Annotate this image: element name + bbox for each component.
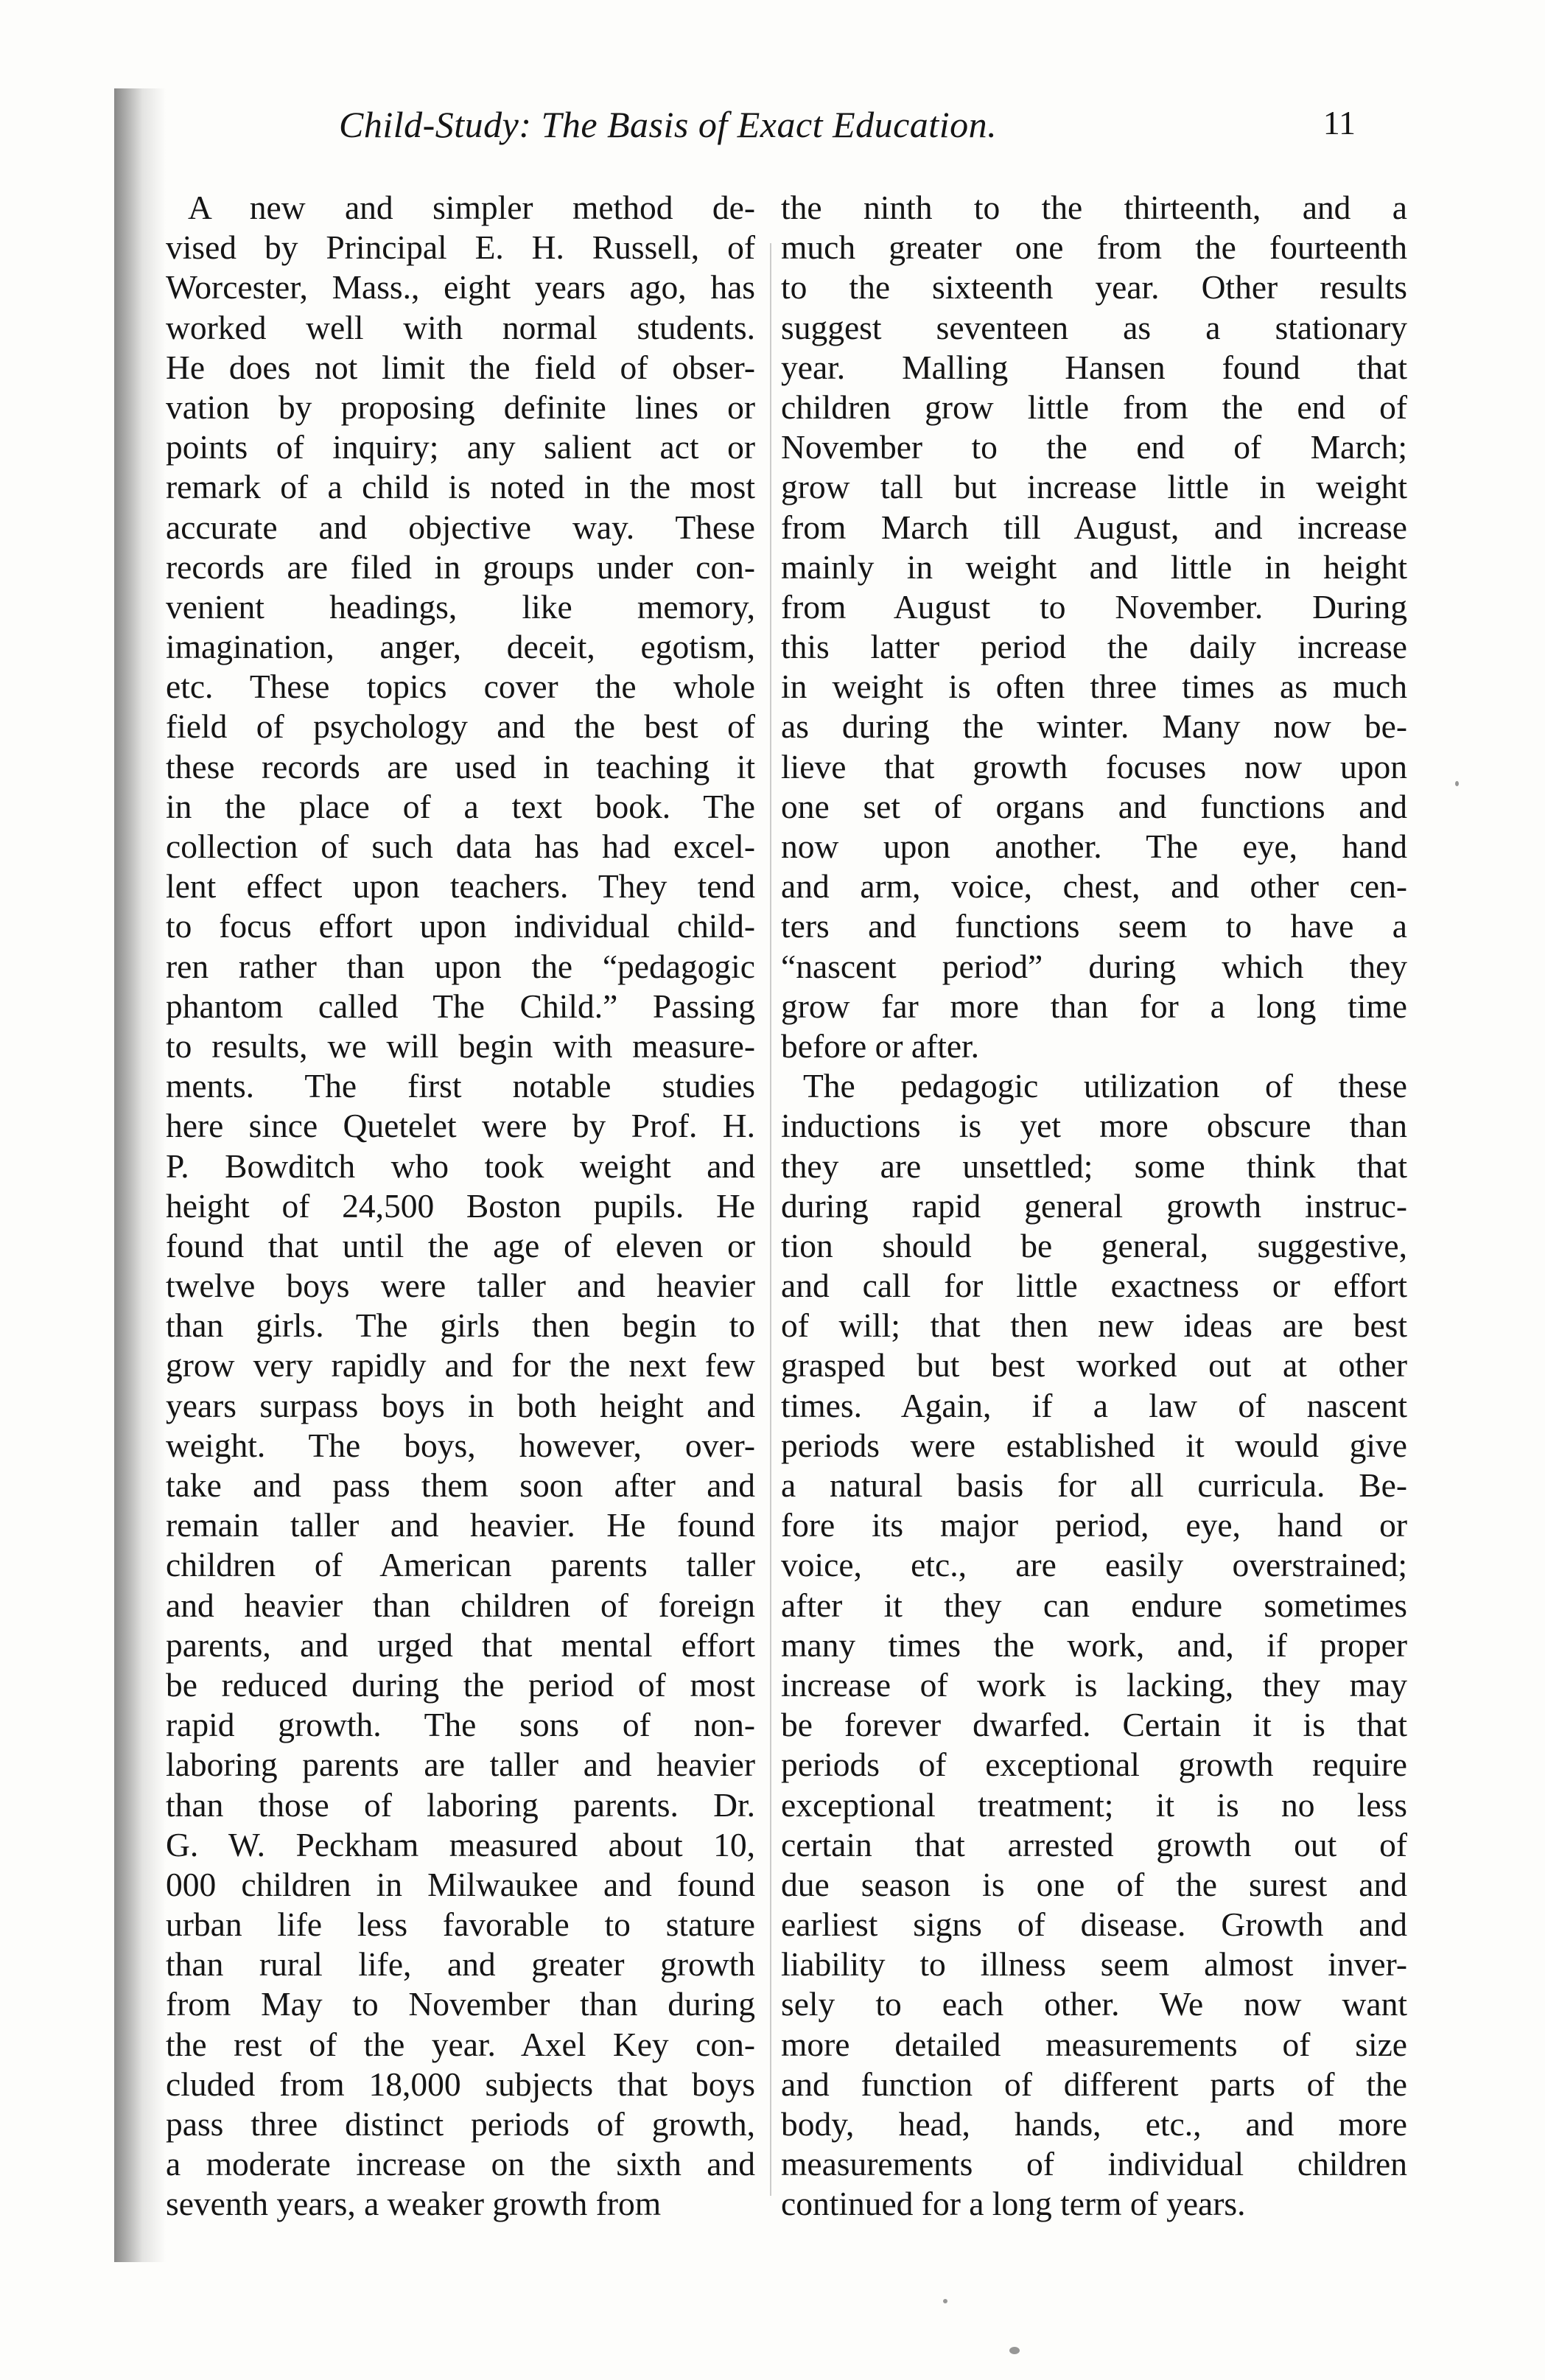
running-title: Child-Study: The Basis of Exact Education. xyxy=(339,104,998,145)
text-line: remain taller and heavier. He found xyxy=(166,1506,755,1544)
text-line: He does not limit the field of obser- xyxy=(166,348,755,386)
text-line: phantom called The Child.” Passing xyxy=(166,987,755,1025)
text-line: this latter period the daily increase xyxy=(781,628,1407,666)
text-line: times. Again, if a law of nascent xyxy=(781,1386,1407,1424)
text-line: these records are used in teaching it xyxy=(166,747,755,785)
text-line: than girls. The girls then begin to xyxy=(166,1306,755,1345)
text-line: years surpass boys in both height and xyxy=(166,1386,755,1424)
text-line: from August to November. During xyxy=(781,587,1407,626)
text-line: accurate and objective way. These xyxy=(166,508,755,546)
text-line: increase of work is lacking, they may xyxy=(781,1665,1407,1704)
text-line: lent effect upon teachers. They tend xyxy=(166,867,755,906)
text-line: to focus effort upon individual child- xyxy=(166,907,755,945)
text-line: after it they can endure sometimes xyxy=(781,1586,1407,1624)
text-line: due season is one of the surest and xyxy=(781,1865,1407,1903)
text-line: tion should be general, suggestive, xyxy=(781,1226,1407,1264)
text-line: “nascent period” during which they xyxy=(781,947,1407,985)
page-header xyxy=(295,103,1356,162)
text-line: a natural basis for all curricula. Be- xyxy=(781,1466,1407,1504)
text-line: much greater one from the fourteenth xyxy=(781,228,1407,267)
text-line: take and pass them soon after and xyxy=(166,1466,755,1504)
text-line: ters and functions seem to have a xyxy=(781,907,1407,945)
text-line: earliest signs of disease. Growth and xyxy=(781,1905,1407,1944)
text-line: November to the end of March; xyxy=(781,428,1407,466)
text-line: be forever dwarfed. Certain it is that xyxy=(781,1706,1407,1744)
text-line: than those of laboring parents. Dr. xyxy=(166,1785,755,1824)
text-line: year. Malling Hansen found that xyxy=(781,348,1407,386)
text-line: points of inquiry; any salient act or xyxy=(166,428,755,466)
text-line: voice, etc., are easily overstrained; xyxy=(781,1546,1407,1584)
text-line: grow far more than for a long time xyxy=(781,987,1407,1025)
text-line: field of psychology and the best of xyxy=(166,707,755,746)
text-line: liability to illness seem almost inver- xyxy=(781,1945,1407,1984)
text-line: records are filed in groups under con- xyxy=(166,547,755,586)
text-line: fore its major period, eye, hand or xyxy=(781,1506,1407,1544)
text-line: weight. The boys, however, over- xyxy=(166,1426,755,1464)
text-line: body, head, hands, etc., and more xyxy=(781,2105,1407,2143)
text-line: a moderate increase on the sixth and xyxy=(166,2145,755,2183)
text-line: A new and simpler method de- xyxy=(188,189,755,226)
text-line: G. W. Peckham measured about 10, xyxy=(166,1825,755,1863)
text-line: grasped but best worked out at other xyxy=(781,1346,1407,1385)
text-line: than rural life, and greater growth xyxy=(166,1945,755,1984)
text-line: to the sixteenth year. Other results xyxy=(781,268,1407,307)
text-line: and arm, voice, chest, and other cen- xyxy=(781,867,1407,906)
text-line: be reduced during the period of most xyxy=(166,1665,755,1704)
text-line: in weight is often three times as much xyxy=(781,668,1407,706)
text-line: they are unsettled; some think that xyxy=(781,1147,1407,1185)
text-line: and call for little exactness or effort xyxy=(781,1267,1407,1305)
text-line: to results, we will begin with measure- xyxy=(166,1026,755,1065)
text-line: continued for a long term of years. xyxy=(781,2185,1246,2223)
text-line: more detailed measurements of size xyxy=(781,2025,1407,2063)
text-line: grow tall but increase little in weight xyxy=(781,468,1407,506)
text-line: exceptional treatment; it is no less xyxy=(781,1785,1407,1824)
text-line: twelve boys were taller and heavier xyxy=(166,1267,755,1305)
text-line: ren rather than upon the “pedagogic xyxy=(166,947,755,985)
text-line: 000 children in Milwaukee and found xyxy=(166,1865,755,1903)
text-line: certain that arrested growth out of xyxy=(781,1825,1407,1863)
text-line: height of 24,500 Boston pupils. He xyxy=(166,1186,755,1225)
text-line: during rapid general growth instruc- xyxy=(781,1186,1407,1225)
text-line: inductions is yet more obscure than xyxy=(781,1107,1407,1145)
page-number: 11 xyxy=(1322,104,1356,141)
text-line: in the place of a text book. The xyxy=(166,787,755,825)
text-line: etc. These topics cover the whole xyxy=(166,668,755,706)
column-divider xyxy=(770,243,771,2196)
text-line: seventh years, a weaker growth from xyxy=(166,2185,662,2223)
print-speck xyxy=(943,2299,947,2303)
text-line: pass three distinct periods of growth, xyxy=(166,2105,755,2143)
text-line: P. Bowditch who took weight and xyxy=(166,1147,755,1185)
text-line: laboring parents are taller and heavier xyxy=(166,1746,755,1784)
text-line: now upon another. The eye, hand xyxy=(781,827,1407,865)
text-line: children grow little from the end of xyxy=(781,388,1407,426)
text-line: cluded from 18,000 subjects that boys xyxy=(166,2065,755,2103)
text-line: rapid growth. The sons of non- xyxy=(166,1706,755,1744)
text-line: found that until the age of eleven or xyxy=(166,1226,755,1264)
text-line: before or after. xyxy=(781,1026,980,1065)
text-line: periods of exceptional growth require xyxy=(781,1746,1407,1784)
text-line: the ninth to the thirteenth, and a xyxy=(781,189,1407,226)
text-line: urban life less favorable to stature xyxy=(166,1905,755,1944)
text-line: one set of organs and functions and xyxy=(781,787,1407,825)
text-line: and heavier than children of foreign xyxy=(166,1586,755,1624)
text-line: and function of different parts of the xyxy=(781,2065,1407,2103)
print-speck xyxy=(1455,781,1459,786)
text-line: Worcester, Mass., eight years ago, has xyxy=(166,268,755,307)
print-speck xyxy=(1009,2347,1020,2354)
text-line: here since Quetelet were by Prof. H. xyxy=(166,1107,755,1145)
text-line: mainly in weight and little in height xyxy=(781,547,1407,586)
text-line: lieve that growth focuses now upon xyxy=(781,747,1407,785)
left-text-column xyxy=(166,188,755,2225)
text-line: from May to November than during xyxy=(166,1985,755,2023)
text-line: sely to each other. We now want xyxy=(781,1985,1407,2023)
right-text-column xyxy=(781,188,1407,2225)
text-line: The pedagogic utilization of these xyxy=(803,1067,1407,1105)
text-line: as during the winter. Many now be- xyxy=(781,707,1407,746)
text-line: measurements of individual children xyxy=(781,2145,1407,2183)
text-line: of will; that then new ideas are best xyxy=(781,1306,1407,1345)
text-line: the rest of the year. Axel Key con- xyxy=(166,2025,755,2063)
scan-shadow-edge xyxy=(114,88,166,2262)
text-line: venient headings, like memory, xyxy=(166,587,755,626)
text-line: from March till August, and increase xyxy=(781,508,1407,546)
text-line: remark of a child is noted in the most xyxy=(166,468,755,506)
text-line: many times the work, and, if proper xyxy=(781,1625,1407,1664)
text-line: vation by proposing definite lines or xyxy=(166,388,755,426)
text-line: imagination, anger, deceit, egotism, xyxy=(166,628,755,666)
text-line: grow very rapidly and for the next few xyxy=(166,1346,755,1385)
text-line: ments. The first notable studies xyxy=(166,1067,755,1105)
text-line: worked well with normal students. xyxy=(166,308,755,346)
text-line: collection of such data has had excel- xyxy=(166,827,755,865)
text-line: periods were established it would give xyxy=(781,1426,1407,1464)
text-line: vised by Principal E. H. Russell, of xyxy=(166,228,755,267)
text-line: parents, and urged that mental effort xyxy=(166,1625,755,1664)
text-line: suggest seventeen as a stationary xyxy=(781,308,1407,346)
text-line: children of American parents taller xyxy=(166,1546,755,1584)
